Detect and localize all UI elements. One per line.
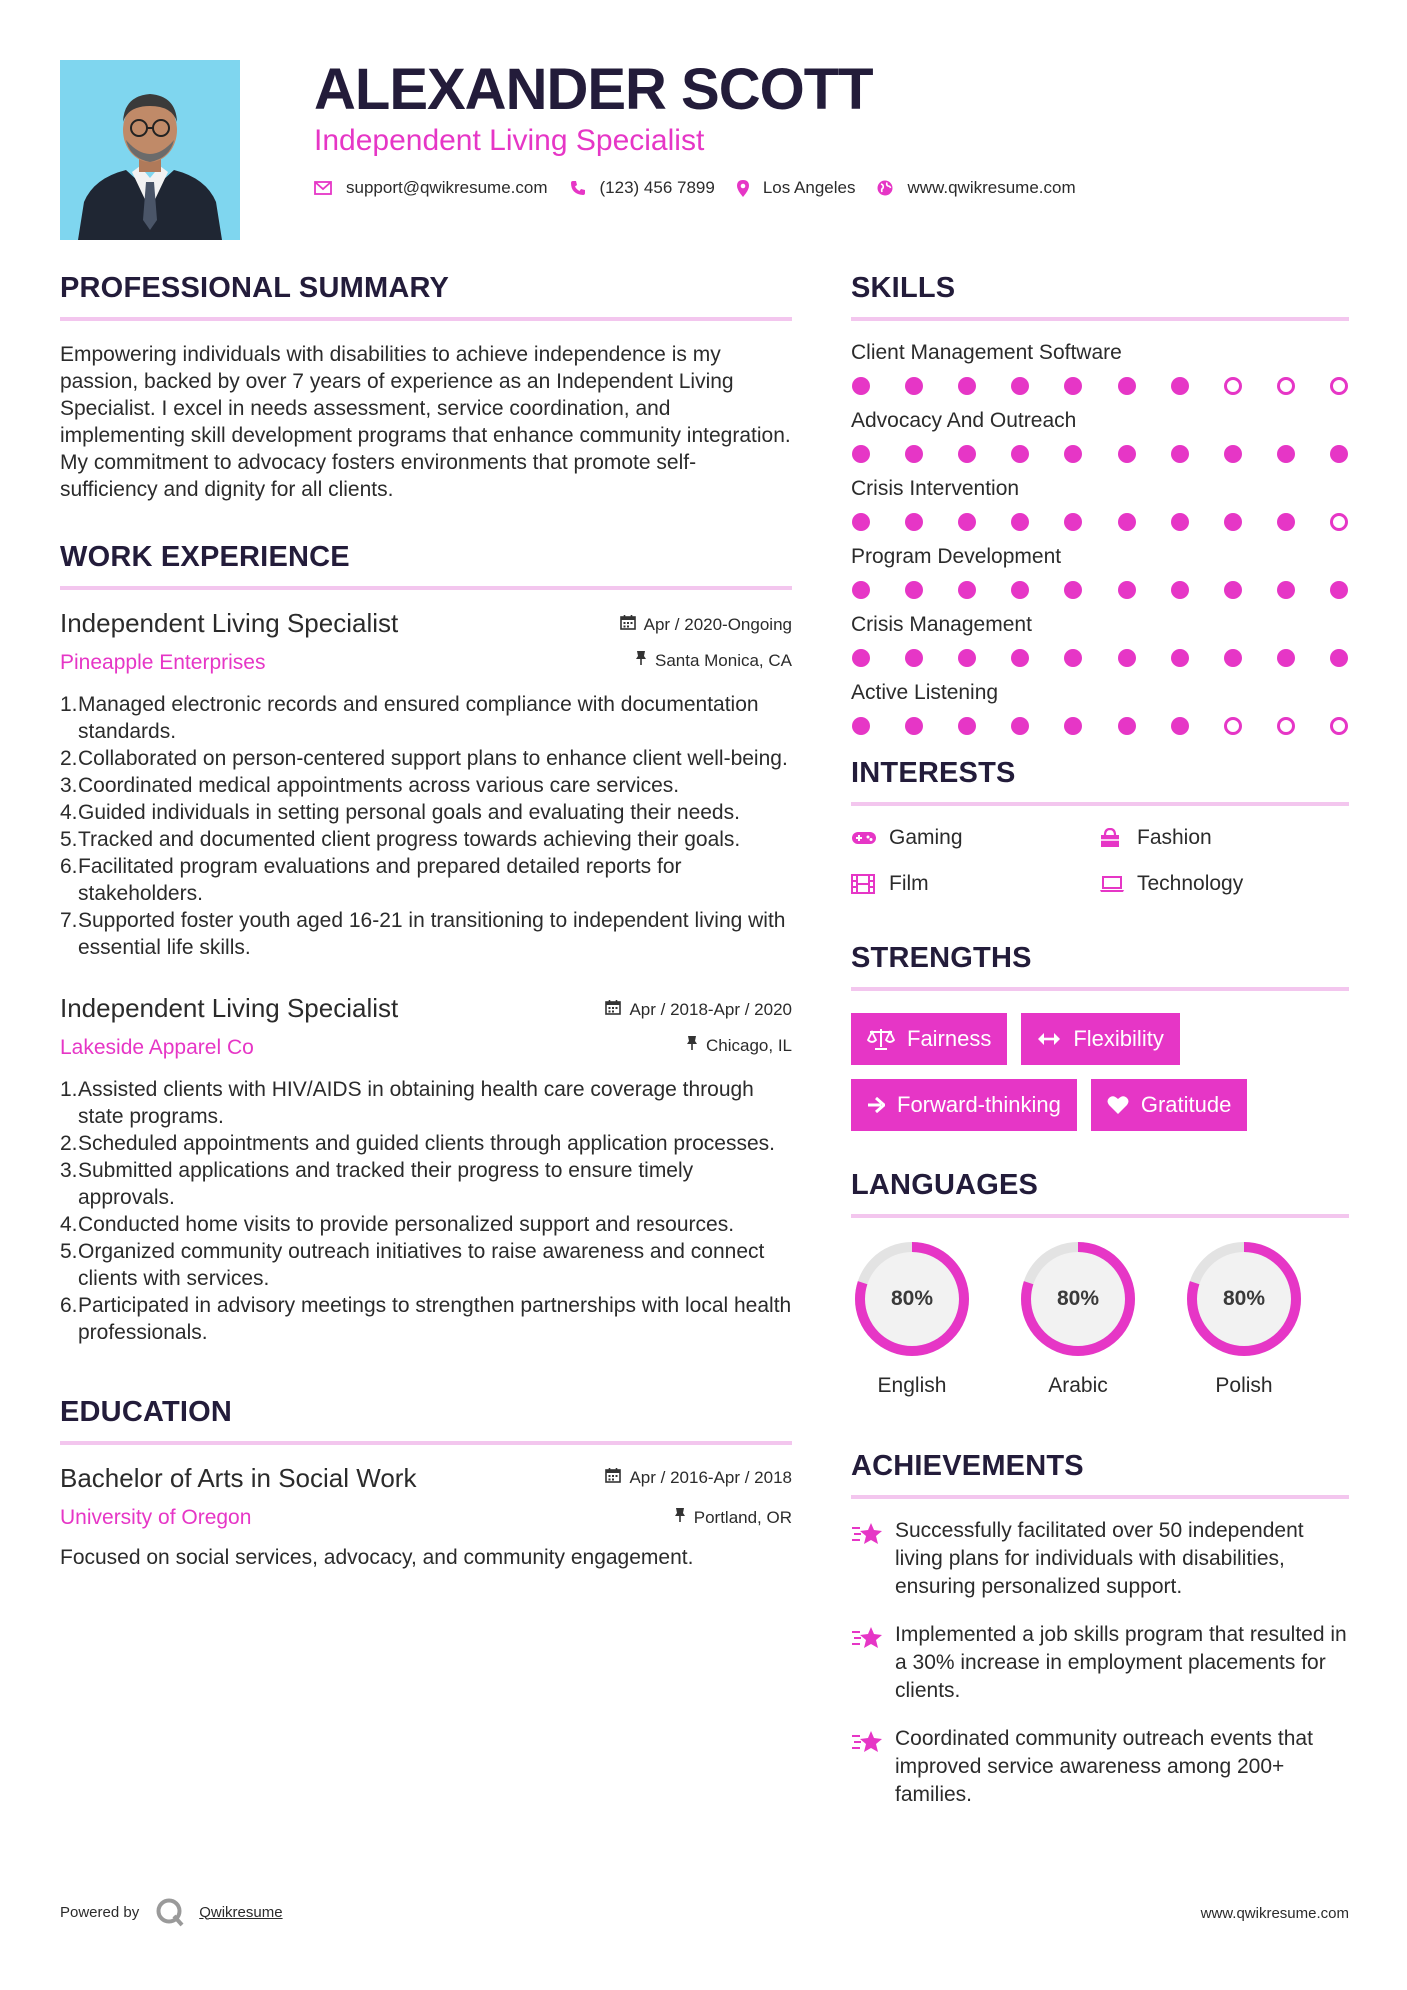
language-percent: 80% [1222, 1287, 1266, 1310]
section-divider [60, 1441, 792, 1445]
gamepad-icon [851, 830, 879, 846]
job-dates: Apr / 2018-Apr / 2020 [605, 999, 792, 1020]
job-company: Lakeside Apparel Co [60, 1036, 254, 1059]
languages-section [851, 1169, 1349, 1398]
language-item [1183, 1238, 1349, 1398]
list-item: 3. Coordinated medical appointments across various care services. [60, 774, 680, 797]
job-dates: Apr / 2020-Ongoing [620, 614, 792, 635]
education-section [60, 1396, 792, 1571]
rating-dot-filled [1011, 513, 1029, 531]
rating-dot-filled [958, 581, 976, 599]
rating-dot-filled [1011, 377, 1029, 395]
rating-dot-empty [1330, 717, 1348, 735]
job-location: Santa Monica, CA [635, 650, 792, 671]
skills-heading: SKILLS [851, 272, 956, 304]
list-item: 1. Assisted clients with HIV/AIDS in obtaining health care coverage through state programs. [60, 1078, 754, 1128]
achievements-heading: ACHIEVEMENTS [851, 1450, 1084, 1482]
rating-dot-filled [1064, 581, 1082, 599]
languages-heading: LANGUAGES [851, 1169, 1039, 1201]
skill-rating [851, 445, 1349, 463]
rating-dot-filled [1277, 445, 1295, 463]
phone-icon [570, 180, 586, 196]
rating-dot-filled [1118, 717, 1136, 735]
shooting-star-icon [851, 1621, 895, 1656]
languages-list [851, 1238, 1349, 1398]
map-marker-icon [737, 180, 749, 197]
list-item: 1. Managed electronic records and ensured compliance with documentation standards. [60, 693, 759, 743]
language-percent: 80% [1056, 1287, 1100, 1310]
achievements-list [851, 1517, 1349, 1809]
rating-dot-filled [852, 377, 870, 395]
strength-badge: Fairness [851, 1013, 1007, 1065]
skills-section [851, 272, 1349, 735]
globe-icon [877, 180, 893, 196]
arrow-right-icon [867, 1097, 885, 1113]
list-item: 4. Guided individuals in setting personal goals and evaluating their needs. [60, 801, 740, 824]
rating-dot-filled [905, 377, 923, 395]
skill-rating [851, 649, 1349, 667]
calendar-icon [620, 614, 644, 635]
education-entry [60, 1463, 792, 1571]
contact-website[interactable]: www.qwikresume.com [907, 178, 1076, 197]
section-divider [851, 802, 1349, 806]
qwikresume-link[interactable]: Qwikresume [199, 1903, 283, 1921]
qwikresume-logo-icon [155, 1897, 185, 1927]
strengths-list [851, 1013, 1349, 1131]
rating-dot-filled [1118, 581, 1136, 599]
skill-name: Advocacy And Outreach [851, 409, 1077, 432]
rating-dot-filled [1064, 649, 1082, 667]
rating-dot-filled [905, 717, 923, 735]
job-location: Chicago, IL [686, 1035, 792, 1056]
rating-dot-filled [1224, 445, 1242, 463]
section-divider [60, 317, 792, 321]
shopping-bag-icon [1099, 828, 1127, 848]
experience-section [60, 541, 792, 1346]
skill-name: Client Management Software [851, 341, 1122, 364]
list-item: 5. Tracked and documented client progress towards achieving their goals. [60, 828, 741, 851]
heart-icon [1107, 1095, 1129, 1115]
rating-dot-filled [1277, 581, 1295, 599]
language-progress-ring [851, 1238, 973, 1360]
strengths-section [851, 942, 1349, 1131]
contact-phone[interactable]: (123) 456 7899 [599, 178, 715, 197]
interest-item: Gaming [851, 826, 1099, 850]
language-progress-ring [1017, 1238, 1139, 1360]
arrows-horizontal-icon [1037, 1032, 1061, 1046]
calendar-icon [605, 999, 629, 1020]
language-percent: 80% [890, 1287, 934, 1310]
education-heading: EDUCATION [60, 1396, 233, 1428]
rating-dot-filled [852, 513, 870, 531]
profile-photo [60, 60, 240, 240]
rating-dot-filled [1330, 649, 1348, 667]
rating-dot-filled [1064, 717, 1082, 735]
interest-item: Fashion [1099, 826, 1347, 850]
section-divider [851, 1214, 1349, 1218]
summary-text: Empowering individuals with disabilities to achieve independence is my passion, backed by over 7 years of experience as an Independent Living Specialist. I excel in needs assessment, service coordination, and implementing skill development programs that enhance community integration. My commitment to advocacy fosters environments that promote self-sufficiency and dignity for all clients. [60, 343, 791, 501]
rating-dot-filled [1224, 649, 1242, 667]
rating-dot-filled [1330, 581, 1348, 599]
language-name: Arabic [1048, 1374, 1108, 1397]
degree-title: Bachelor of Arts in Social Work [60, 1463, 417, 1493]
job-entry [60, 993, 792, 1346]
section-divider [851, 987, 1349, 991]
skill-rating [851, 513, 1349, 531]
list-item: 6. Participated in advisory meetings to strengthen partnerships with local health professionals. [60, 1294, 792, 1344]
job-entry [60, 608, 792, 961]
contact-bar [314, 178, 1098, 198]
rating-dot-filled [1171, 649, 1189, 667]
shooting-star-icon [851, 1517, 895, 1552]
education-dates: Apr / 2016-Apr / 2018 [605, 1467, 792, 1488]
job-company: Pineapple Enterprises [60, 651, 266, 674]
language-name: English [877, 1374, 947, 1397]
rating-dot-empty [1224, 717, 1242, 735]
rating-dot-filled [1171, 445, 1189, 463]
skill-name: Active Listening [851, 681, 999, 704]
list-item: 6. Facilitated program evaluations and prepared detailed reports for stakeholders. [60, 855, 682, 905]
left-column [60, 272, 792, 1571]
calendar-icon [605, 1467, 629, 1488]
rating-dot-filled [905, 649, 923, 667]
rating-dot-filled [1118, 445, 1136, 463]
section-divider [60, 586, 792, 590]
list-item: 4. Conducted home visits to provide personalized support and resources. [60, 1213, 735, 1236]
interest-item: Film [851, 872, 1099, 896]
right-column [851, 272, 1349, 1809]
strength-badge: Gratitude [1091, 1079, 1248, 1131]
rating-dot-filled [1118, 377, 1136, 395]
rating-dot-filled [1277, 513, 1295, 531]
list-item: 2. Scheduled appointments and guided clients through application processes. [60, 1132, 775, 1155]
rating-dot-filled [1011, 717, 1029, 735]
skills-list [851, 341, 1349, 735]
pushpin-icon [635, 650, 655, 671]
film-icon [851, 874, 879, 894]
rating-dot-filled [905, 581, 923, 599]
footer-website[interactable]: www.qwikresume.com [1200, 1905, 1349, 1922]
language-item [1017, 1238, 1183, 1398]
rating-dot-empty [1277, 717, 1295, 735]
contact-email[interactable]: support@qwikresume.com [346, 178, 548, 197]
rating-dot-filled [1224, 581, 1242, 599]
rating-dot-filled [1171, 377, 1189, 395]
envelope-icon [314, 181, 332, 195]
strength-badge: Forward-thinking [851, 1079, 1077, 1131]
achievement-item: Implemented a job skills program that resulted in a 30% increase in employment placements for clients. [851, 1621, 1349, 1705]
contact-location: Los Angeles [762, 178, 856, 197]
balance-scale-icon [867, 1028, 895, 1050]
rating-dot-filled [1064, 377, 1082, 395]
rating-dot-filled [852, 717, 870, 735]
rating-dot-filled [1064, 513, 1082, 531]
pushpin-icon [686, 1035, 706, 1056]
language-item [851, 1238, 1017, 1398]
job-title: Independent Living Specialist [60, 993, 399, 1023]
rating-dot-filled [1171, 717, 1189, 735]
rating-dot-empty [1277, 377, 1295, 395]
school-name: University of Oregon [60, 1506, 252, 1529]
job-title: Independent Living Specialist [60, 608, 399, 638]
skill-name: Crisis Management [851, 613, 1032, 636]
interests-heading: INTERESTS [851, 757, 1016, 789]
rating-dot-filled [1011, 581, 1029, 599]
education-location: Portland, OR [674, 1507, 792, 1528]
rating-dot-empty [1330, 513, 1348, 531]
summary-heading: PROFESSIONAL SUMMARY [60, 272, 450, 304]
rating-dot-filled [905, 445, 923, 463]
job-duties [60, 1076, 792, 1346]
footer-powered-by: Powered by Qwikresume [60, 1897, 283, 1927]
language-name: Polish [1215, 1374, 1273, 1397]
candidate-name: ALEXANDER SCOTT [314, 57, 873, 122]
summary-section [60, 272, 792, 503]
skill-rating [851, 377, 1349, 395]
rating-dot-filled [1224, 513, 1242, 531]
rating-dot-filled [1011, 445, 1029, 463]
achievements-section [851, 1450, 1349, 1809]
rating-dot-empty [1224, 377, 1242, 395]
list-item: 7. Supported foster youth aged 16-21 in transitioning to independent living with essential life skills. [60, 909, 786, 959]
skill-rating [851, 717, 1349, 735]
skill-name: Program Development [851, 545, 1062, 568]
strength-badge: Flexibility [1021, 1013, 1179, 1065]
candidate-title: Independent Living Specialist [314, 124, 705, 157]
rating-dot-filled [852, 649, 870, 667]
rating-dot-empty [1330, 377, 1348, 395]
rating-dot-filled [1171, 513, 1189, 531]
achievement-item: Coordinated community outreach events that improved service awareness among 200+ families. [851, 1725, 1349, 1809]
interests-grid [851, 826, 1349, 896]
job-duties [60, 691, 792, 961]
rating-dot-filled [1277, 649, 1295, 667]
rating-dot-filled [1171, 581, 1189, 599]
interest-item: Technology [1099, 872, 1347, 896]
laptop-icon [1099, 875, 1127, 893]
language-progress-ring [1183, 1238, 1305, 1360]
rating-dot-filled [1330, 445, 1348, 463]
list-item: 5. Organized community outreach initiatives to raise awareness and connect clients with services. [60, 1240, 765, 1290]
section-divider [851, 317, 1349, 321]
list-item: 3. Submitted applications and tracked their progress to ensure timely approvals. [60, 1159, 694, 1209]
rating-dot-filled [1064, 445, 1082, 463]
pushpin-icon [674, 1507, 694, 1528]
rating-dot-filled [958, 717, 976, 735]
rating-dot-filled [958, 377, 976, 395]
achievement-item: Successfully facilitated over 50 independent living plans for individuals with disabilities, ensuring personalized support. [851, 1517, 1349, 1601]
skill-name: Crisis Intervention [851, 477, 1020, 500]
list-item: 2. Collaborated on person-centered support plans to enhance client well-being. [60, 747, 788, 770]
rating-dot-filled [958, 445, 976, 463]
rating-dot-filled [1011, 649, 1029, 667]
rating-dot-filled [1118, 649, 1136, 667]
rating-dot-filled [1118, 513, 1136, 531]
rating-dot-filled [905, 513, 923, 531]
experience-heading: WORK EXPERIENCE [60, 541, 350, 573]
rating-dot-filled [958, 513, 976, 531]
education-description: Focused on social services, advocacy, and community engagement. [60, 1546, 694, 1569]
shooting-star-icon [851, 1725, 895, 1760]
rating-dot-filled [852, 581, 870, 599]
strengths-heading: STRENGTHS [851, 942, 1032, 974]
interests-section [851, 757, 1349, 896]
rating-dot-filled [852, 445, 870, 463]
rating-dot-filled [958, 649, 976, 667]
section-divider [851, 1495, 1349, 1499]
skill-rating [851, 581, 1349, 599]
